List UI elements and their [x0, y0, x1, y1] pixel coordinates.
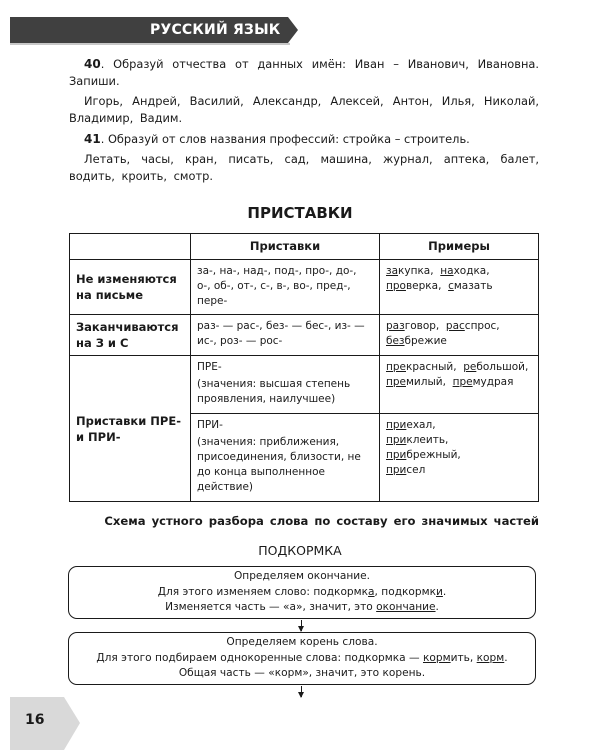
header-cell-prefixes: Приставки [191, 234, 380, 260]
examples: разговор, расспрос, безбрежие [380, 315, 539, 356]
prefix-table [69, 233, 539, 502]
banner-shadow [10, 43, 290, 45]
down-arrow-icon [301, 686, 302, 697]
examples: приехал, приклеить, прибрежный, присел [380, 414, 539, 502]
row-label: Не изменяются на письме [70, 260, 191, 315]
task-words: Игорь, Андрей, Василий, Александр, Алексей, Антон, Илья, Николай, Владимир, Вадим. [69, 94, 539, 125]
prefix-list: за-, на-, над-, под-, про-, до-, о-, об-, от-, с-, в-, во-, пред-, пере- [191, 260, 380, 315]
task-words: Летать, часы, кран, писать, сад, машина, журнал, аптека, балет, водить, кроить, смотр. [69, 152, 539, 183]
down-arrow-icon [301, 620, 302, 631]
scheme-title: Схема устного разбора слова по составу его значимых частей [104, 514, 539, 528]
table-row [70, 356, 539, 414]
task-40 [69, 56, 539, 127]
row-label: Заканчиваются на З и С [70, 315, 191, 356]
examples: закупка, находка, проверка, смазать [380, 260, 539, 315]
page-number-tab [10, 697, 80, 750]
header-cell-empty [70, 234, 191, 260]
task-number: 40 [84, 57, 101, 71]
section-title: ПРИСТАВКИ [247, 204, 353, 222]
header-cell-examples: Примеры [380, 234, 539, 260]
prefix-pre: ПРЕ- (значения: высшая степень проявления, наилучшее) [191, 356, 380, 414]
task-prompt: 40. Образуй отчества от данных имён: Иван – Иванович, Ивановна. Запиши. [69, 57, 539, 88]
page-number: 16 [25, 712, 45, 728]
table-row [70, 315, 539, 356]
step-box-root: Определяем корень слова. Для этого подбираем однокоренные слова: подкормка — кормить, корм. Общая часть — «корм», значит, это корень. [68, 632, 536, 685]
analyzed-word: ПОДКОРМКА [258, 543, 342, 558]
prefix-pri: ПРИ- (значения: приближения, присоединения, близости, не до конца выполненное действие) [191, 414, 380, 502]
task-prompt: 41. Образуй от слов названия профессий: стройка – строитель. [84, 132, 470, 146]
task-number: 41 [84, 132, 101, 146]
step-box-ending: Определяем окончание. Для этого изменяем слово: подкормка, подкормки. Изменяется часть — «а», значит, это окончание. [68, 566, 536, 619]
table-header-row [70, 234, 539, 260]
subject-title: РУССКИЙ ЯЗЫК [150, 22, 281, 38]
prefix-list: раз- — рас-, без- — бес-, из- — ис-, роз- — рос- [191, 315, 380, 356]
table-row [70, 260, 539, 315]
row-label: Приставки ПРЕ- и ПРИ- [70, 356, 191, 502]
examples: прекрасный, ребольшой, премилый, премудрая [380, 356, 539, 414]
task-41 [69, 131, 539, 185]
